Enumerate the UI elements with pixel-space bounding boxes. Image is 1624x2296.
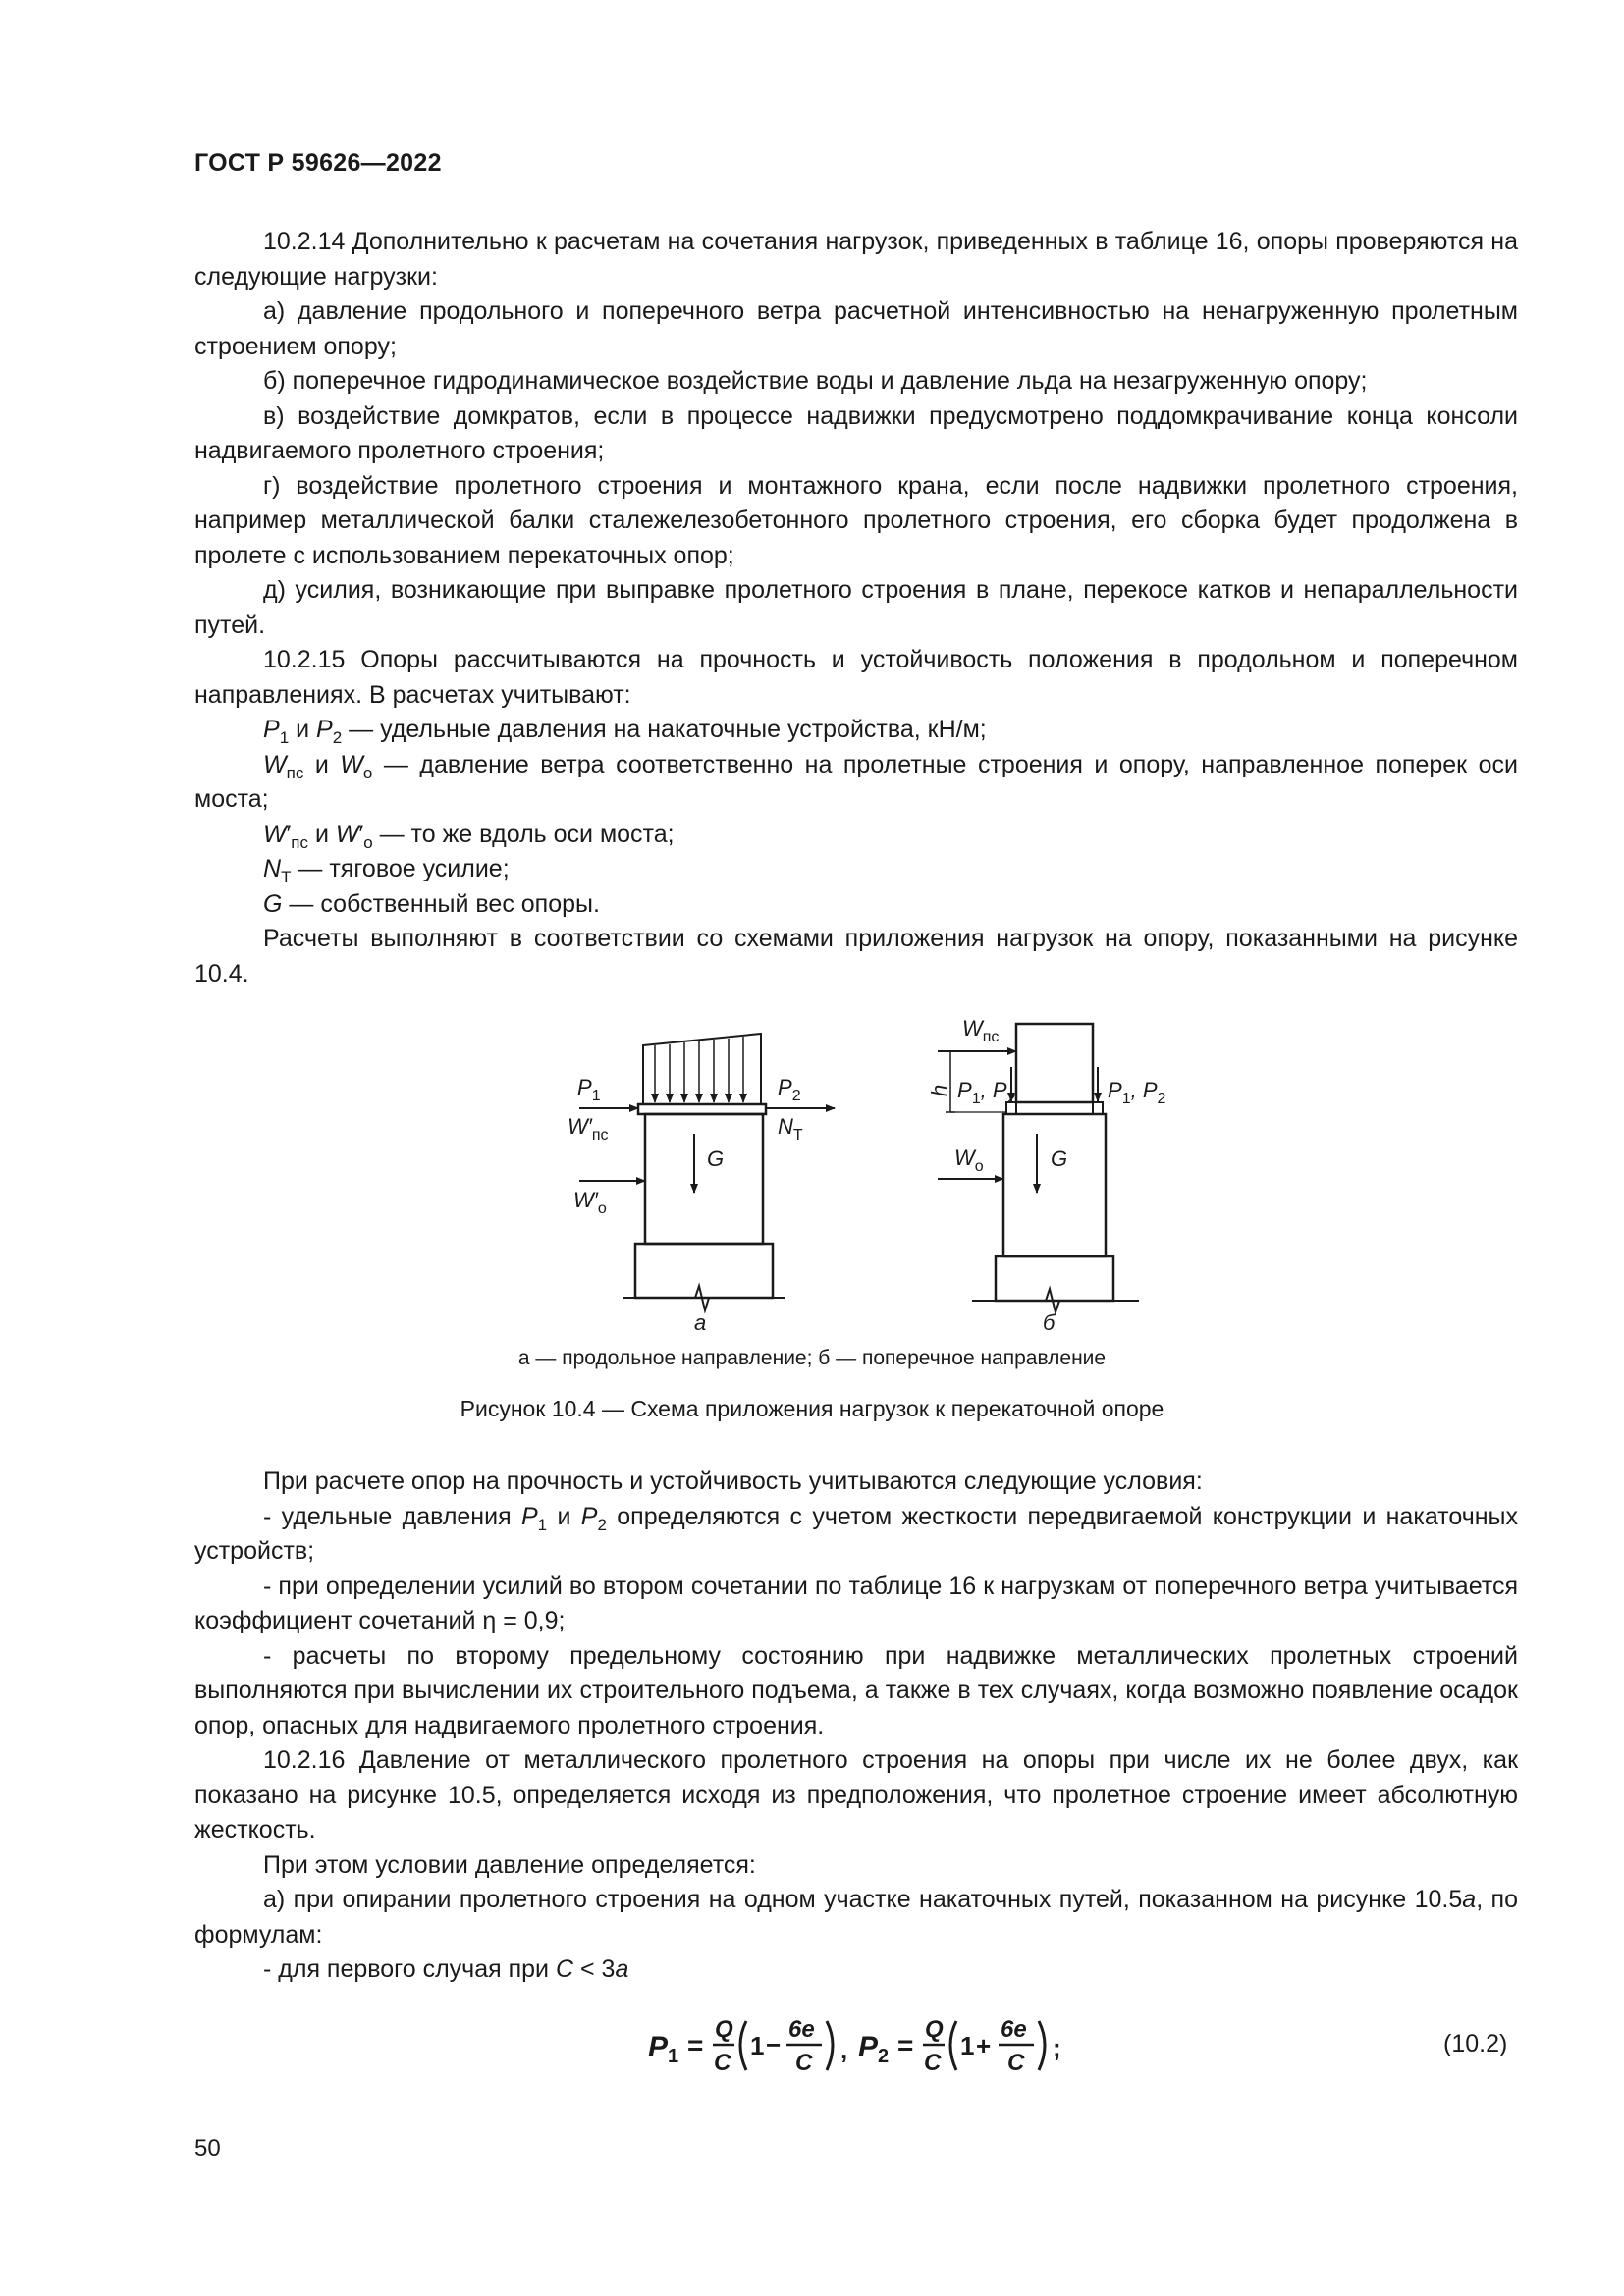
- paragraph-calc-schemes: Расчеты выполняют в соответствии со схемами приложения нагрузок на опору, показанными на рисунке 10.4.: [194, 925, 1518, 988]
- list-item-g: г) воздействие пролетного строения и монтажного крана, если после надвижки пролетного строения, например металлической балки сталежелезобетонного пролетного строения, его сборка будет продолжена в пролете с использованием перекаточных опор;: [194, 471, 1518, 569]
- svg-text:=: =: [687, 2030, 704, 2060]
- label-p2: $P_2$: [778, 1075, 801, 1104]
- label-w-pc-prime: $W'_{пс}$: [568, 1114, 609, 1144]
- figure-note: а — продольное направление; б — поперечное направление: [517, 1347, 1107, 1369]
- condition-wind-coefficient: - при определении усилий во втором сочетании по таблице 16 к нагрузкам от поперечного ветра учитывается коэффициент сочетаний η = 0,9;: [194, 1572, 1518, 1634]
- label-b: б: [1043, 1310, 1056, 1330]
- condition-pressures: - удельные давления $P_1$ и $P_2$ определяются с учетом жесткости передвигаемой конструкции и накаточных устройств;: [194, 1502, 1518, 1565]
- first-case-condition: - для первого случая при C < 3a: [263, 1955, 629, 1983]
- label-w-o: $W_о$: [954, 1146, 984, 1175]
- label-g-b: G: [1051, 1147, 1068, 1171]
- definition-wind-cross: $W_{пс}$ и $W_о$ — давление ветра соответственно на пролетные строения и опору, направленное поперек оси моста;: [194, 750, 1518, 813]
- formula-10-2: [648, 2007, 1119, 2086]
- list-item-v: в) воздействие домкратов, если в процессе надвижки предусмотрено поддомкрачивание конца консоли надвигаемого пролетного строения;: [194, 401, 1518, 464]
- svg-text:C: C: [714, 2050, 731, 2076]
- svg-text:−: −: [766, 2030, 782, 2059]
- text-block-upper: [194, 225, 1518, 991]
- document-header: ГОСТ Р 59626—2022: [194, 149, 442, 177]
- label-p1: $P_1$: [577, 1075, 601, 1104]
- svg-text:Q: Q: [925, 2016, 944, 2043]
- svg-text:C: C: [1007, 2050, 1025, 2076]
- label-a: а: [694, 1310, 707, 1330]
- svg-text:;: ;: [1053, 2033, 1061, 2062]
- svg-text:1: 1: [960, 2031, 975, 2060]
- scheme-a: [579, 1034, 835, 1310]
- list-item-b: б) поперечное гидродинамическое воздействие воды и давление льда на незагруженную опору;: [263, 367, 1368, 395]
- formula-p1: $P_1$: [648, 2031, 679, 2067]
- definition-traction: $N_Т$ — тяговое усилие;: [263, 855, 510, 886]
- figure-caption: Рисунок 10.4 — Схема приложения нагрузок к перекаточной опоре: [460, 1396, 1164, 1421]
- svg-text:+: +: [976, 2031, 992, 2060]
- label-h: h: [927, 1084, 951, 1096]
- list-item-a: а) давление продольного и поперечного ветра расчетной интенсивностью на ненагруженную пролетным строением опору;: [194, 297, 1518, 360]
- scheme-b-labels: [927, 1016, 1166, 1330]
- svg-text:C: C: [924, 2050, 942, 2076]
- list-item-d: д) усилия, возникающие при выправке пролетного строения в плане, перекосе катков и непараллельности путей.: [194, 576, 1518, 639]
- paragraph-10-2-14: 10.2.14 Дополнительно к расчетам на сочетания нагрузок, приведенных в таблице 16, опоры проверяются на следующие нагрузки:: [194, 228, 1518, 291]
- svg-text:6e: 6e: [788, 2016, 815, 2043]
- label-p1-p2-left: $P_1$, $P_2$: [957, 1078, 1016, 1107]
- svg-text:,: ,: [840, 2035, 848, 2064]
- condition-second-limit-state: - расчеты по второму предельному состоянию при надвижке металлических пролетных строений выполняются при вычислении их строительного подъема, а также в тех случаях, когда возможно появление осадок опор, опасных для надвигаемого пролетного строения.: [194, 1641, 1518, 1739]
- page-number: 50: [194, 2135, 221, 2162]
- formula-p2: $P_2$: [858, 2031, 890, 2067]
- definition-wind-along: $W'_{пс}$ и $W'_о$ — то же вдоль оси моста;: [263, 820, 675, 852]
- paragraph-10-2-15: 10.2.15 Опоры рассчитываются на прочность и устойчивость положения в продольном и поперечном направлениях. В расчетах учитывают:: [194, 646, 1518, 709]
- label-w-o-prime: $W'_о$: [573, 1188, 607, 1217]
- svg-text:1: 1: [750, 2031, 765, 2060]
- text-block-lower: [194, 1465, 1518, 1988]
- label-w-pc: $W_{пс}$: [962, 1016, 1000, 1045]
- svg-text:Q: Q: [715, 2016, 733, 2043]
- label-g-a: G: [707, 1147, 725, 1171]
- paragraph-pressure-determined: При этом условии давление определяется:: [263, 1850, 756, 1879]
- label-nt: $N_Т$: [778, 1114, 803, 1144]
- paragraph-10-2-16: 10.2.16 Давление от металлического пролетного строения на опоры при числе их не более двух, как показано на рисунке 10.5, определяется исходя из предположения, что пролетное строение имеет абсолютную жесткость.: [194, 1746, 1518, 1843]
- svg-text:=: =: [897, 2030, 914, 2060]
- list-item-a-support: а) при опирании пролетного строения на одном участке накаточных путей, показанном на рисунке 10.5а, по формулам:: [194, 1886, 1518, 1949]
- label-p1-p2-right: $P_1$, $P_2$: [1108, 1078, 1166, 1107]
- formula-number: (10.2): [1443, 2030, 1508, 2057]
- definition-p1-p2: $P_1$ и $P_2$ — удельные давления на накаточные устройства, кН/м;: [263, 716, 987, 747]
- definition-weight: G — собственный вес опоры.: [263, 889, 600, 918]
- svg-text:C: C: [795, 2050, 813, 2076]
- svg-text:6e: 6e: [1001, 2016, 1027, 2043]
- paragraph-conditions: При расчете опор на прочность и устойчивость учитываются следующие условия:: [263, 1468, 1203, 1495]
- figure-10-4: [550, 1006, 1237, 1330]
